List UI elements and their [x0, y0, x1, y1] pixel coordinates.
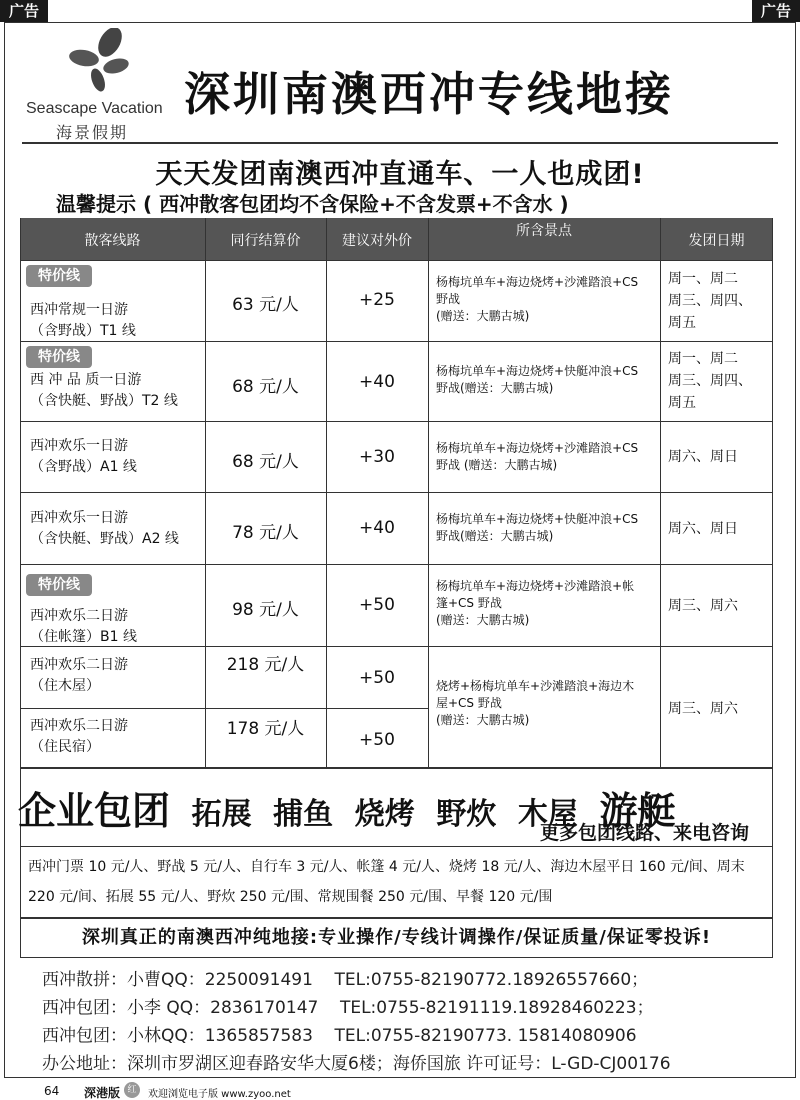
agency-price: 78 元/人: [232, 523, 299, 543]
header-spots: 所含景点: [516, 223, 572, 239]
page-footer: [0, 1080, 800, 1100]
contact-line: 西冲包团：小李 QQ：2836170147 TEL:0755-82191119.18928460223；: [42, 998, 654, 1018]
edition-label: 深港版: [84, 1086, 121, 1100]
agency-price: 68 元/人: [232, 377, 299, 397]
ad-label: 广告: [0, 0, 48, 22]
brand-logo: [26, 28, 176, 140]
agency-price: 98 元/人: [232, 600, 299, 620]
suggested-markup: +40: [359, 518, 395, 538]
divider: [20, 846, 773, 847]
group-item: 游艇: [599, 788, 676, 833]
suggested-markup: +25: [359, 290, 395, 310]
suggested-markup: +50: [359, 595, 395, 615]
suggested-markup: +50: [359, 668, 395, 688]
contact-line: 西冲包团：小林QQ：1365857583 TEL:0755-82190773. 15814080906: [42, 1026, 637, 1046]
route-name: 西冲欢乐二日游 （住民宿）: [30, 718, 128, 755]
route-name: 西冲欢乐一日游 （含野战）A1 线: [30, 438, 137, 475]
suggested-markup: +50: [359, 730, 395, 750]
special-badge: 特价线: [26, 574, 92, 596]
included-spots: 烧烤+杨梅坑单车+沙滩踏浪+海边木 屋+CS 野战 (赠送：大鹏古城): [436, 679, 635, 727]
page-number: 64: [44, 1084, 60, 1098]
office-address: 办公地址：深圳市罗湖区迎春路安华大厦6楼；海侨国旅 许可证号：L-GD-CJ00176: [42, 1054, 671, 1074]
route-name: 西冲欢乐二日游 （住帐篷）B1 线: [30, 608, 137, 645]
departure-days: 周六、周日: [668, 449, 738, 465]
ad-label: 广告: [752, 0, 800, 22]
header-markup: 建议对外价: [342, 233, 412, 249]
route-name: 西冲欢乐一日游 （含快艇、野战）A2 线: [30, 510, 179, 547]
route-name: 西 冲 品 质一日游 （含快艇、野战）T2 线: [30, 372, 178, 409]
included-spots: 杨梅坑单车+海边烧烤+沙滩踏浪+CS 野战 (赠送：大鹏古城): [436, 441, 639, 472]
brand-name-en: Seascape Vacation: [26, 100, 163, 117]
agency-price: 178 元/人: [226, 719, 305, 739]
header-dates: 发团日期: [688, 233, 745, 249]
more-routes-note: 更多包团线路、来电咨询: [540, 822, 750, 844]
route-table: [20, 218, 773, 768]
brand-name-cn: 海景假期: [56, 123, 129, 142]
extra-prices: 西冲门票 10 元/人、野战 5 元/人、自行车 3 元/人、帐篷 4 元/人、烧烤 18 元/人、海边木屋平日 160 元/间、周末 220 元/间、拓展 55 元/人、野炊 250 元/围、常规围餐 250 元/围、早餐 120 元/围: [28, 859, 745, 905]
header-route: 散客线路: [84, 233, 141, 249]
agency-price: 218 元/人: [226, 655, 305, 675]
slogan: 天天发团南澳西冲直通车、一人也成团!: [155, 159, 645, 190]
website-note: 欢迎浏览电子版 www.zyoo.net: [148, 1089, 291, 1100]
included-spots: 杨梅坑单车+海边烧烤+快艇冲浪+CS 野战(赠送：大鹏古城): [436, 512, 639, 543]
included-spots: 杨梅坑单车+海边烧烤+快艇冲浪+CS 野战(赠送：大鹏古城): [436, 364, 639, 395]
included-spots: 杨梅坑单车+海边烧烤+沙滩踏浪+帐 篷+CS 野战 (赠送：大鹏古城): [436, 579, 635, 627]
notice-tip: 温馨提示 ( 西冲散客包团均不含保险+不含发票+不含水 ): [56, 192, 569, 216]
included-spots: 杨梅坑单车+海边烧烤+沙滩踏浪+CS 野战 (赠送：大鹏古城): [436, 275, 639, 323]
suggested-markup: +40: [359, 372, 395, 392]
departure-days: 周三、周六: [668, 701, 738, 717]
group-item: 烧烤: [354, 797, 415, 832]
route-name: 西冲常规一日游 （含野战）T1 线: [30, 302, 136, 339]
special-badge: 特价线: [26, 346, 92, 368]
service-promise: 深圳真正的南澳西冲纯地接:专业操作/专线计调操作/保证质量/保证零投诉!: [20, 918, 773, 958]
group-item: 木屋: [517, 797, 578, 832]
special-badge: 特价线: [26, 265, 92, 287]
group-item: 野炊: [436, 797, 497, 832]
group-item: 捕鱼: [273, 797, 334, 832]
publisher-mark-icon: 红: [124, 1082, 140, 1098]
suggested-markup: +30: [359, 447, 395, 467]
agency-price: 68 元/人: [232, 452, 299, 472]
contact-list: [42, 966, 671, 1078]
group-item: 拓展: [191, 797, 252, 832]
butterfly-icon: [68, 28, 132, 94]
group-item: 企业包团: [18, 788, 171, 833]
departure-days: 周一、周二 周三、周四、 周五: [668, 351, 752, 411]
departure-days: 周六、周日: [668, 521, 738, 537]
page-title: 深圳南澳西冲专线地接: [184, 67, 674, 121]
departure-days: 周一、周二 周三、周四、 周五: [668, 271, 752, 331]
departure-days: 周三、周六: [668, 598, 738, 614]
contact-line: 西冲散拼：小曹QQ：2250091491 TEL:0755-82190772.18926557660；: [42, 970, 649, 990]
agency-price: 63 元/人: [232, 295, 299, 315]
header-divider: [22, 142, 778, 144]
route-name: 西冲欢乐二日游 （住木屋）: [30, 657, 128, 694]
header-price: 同行结算价: [230, 233, 301, 249]
